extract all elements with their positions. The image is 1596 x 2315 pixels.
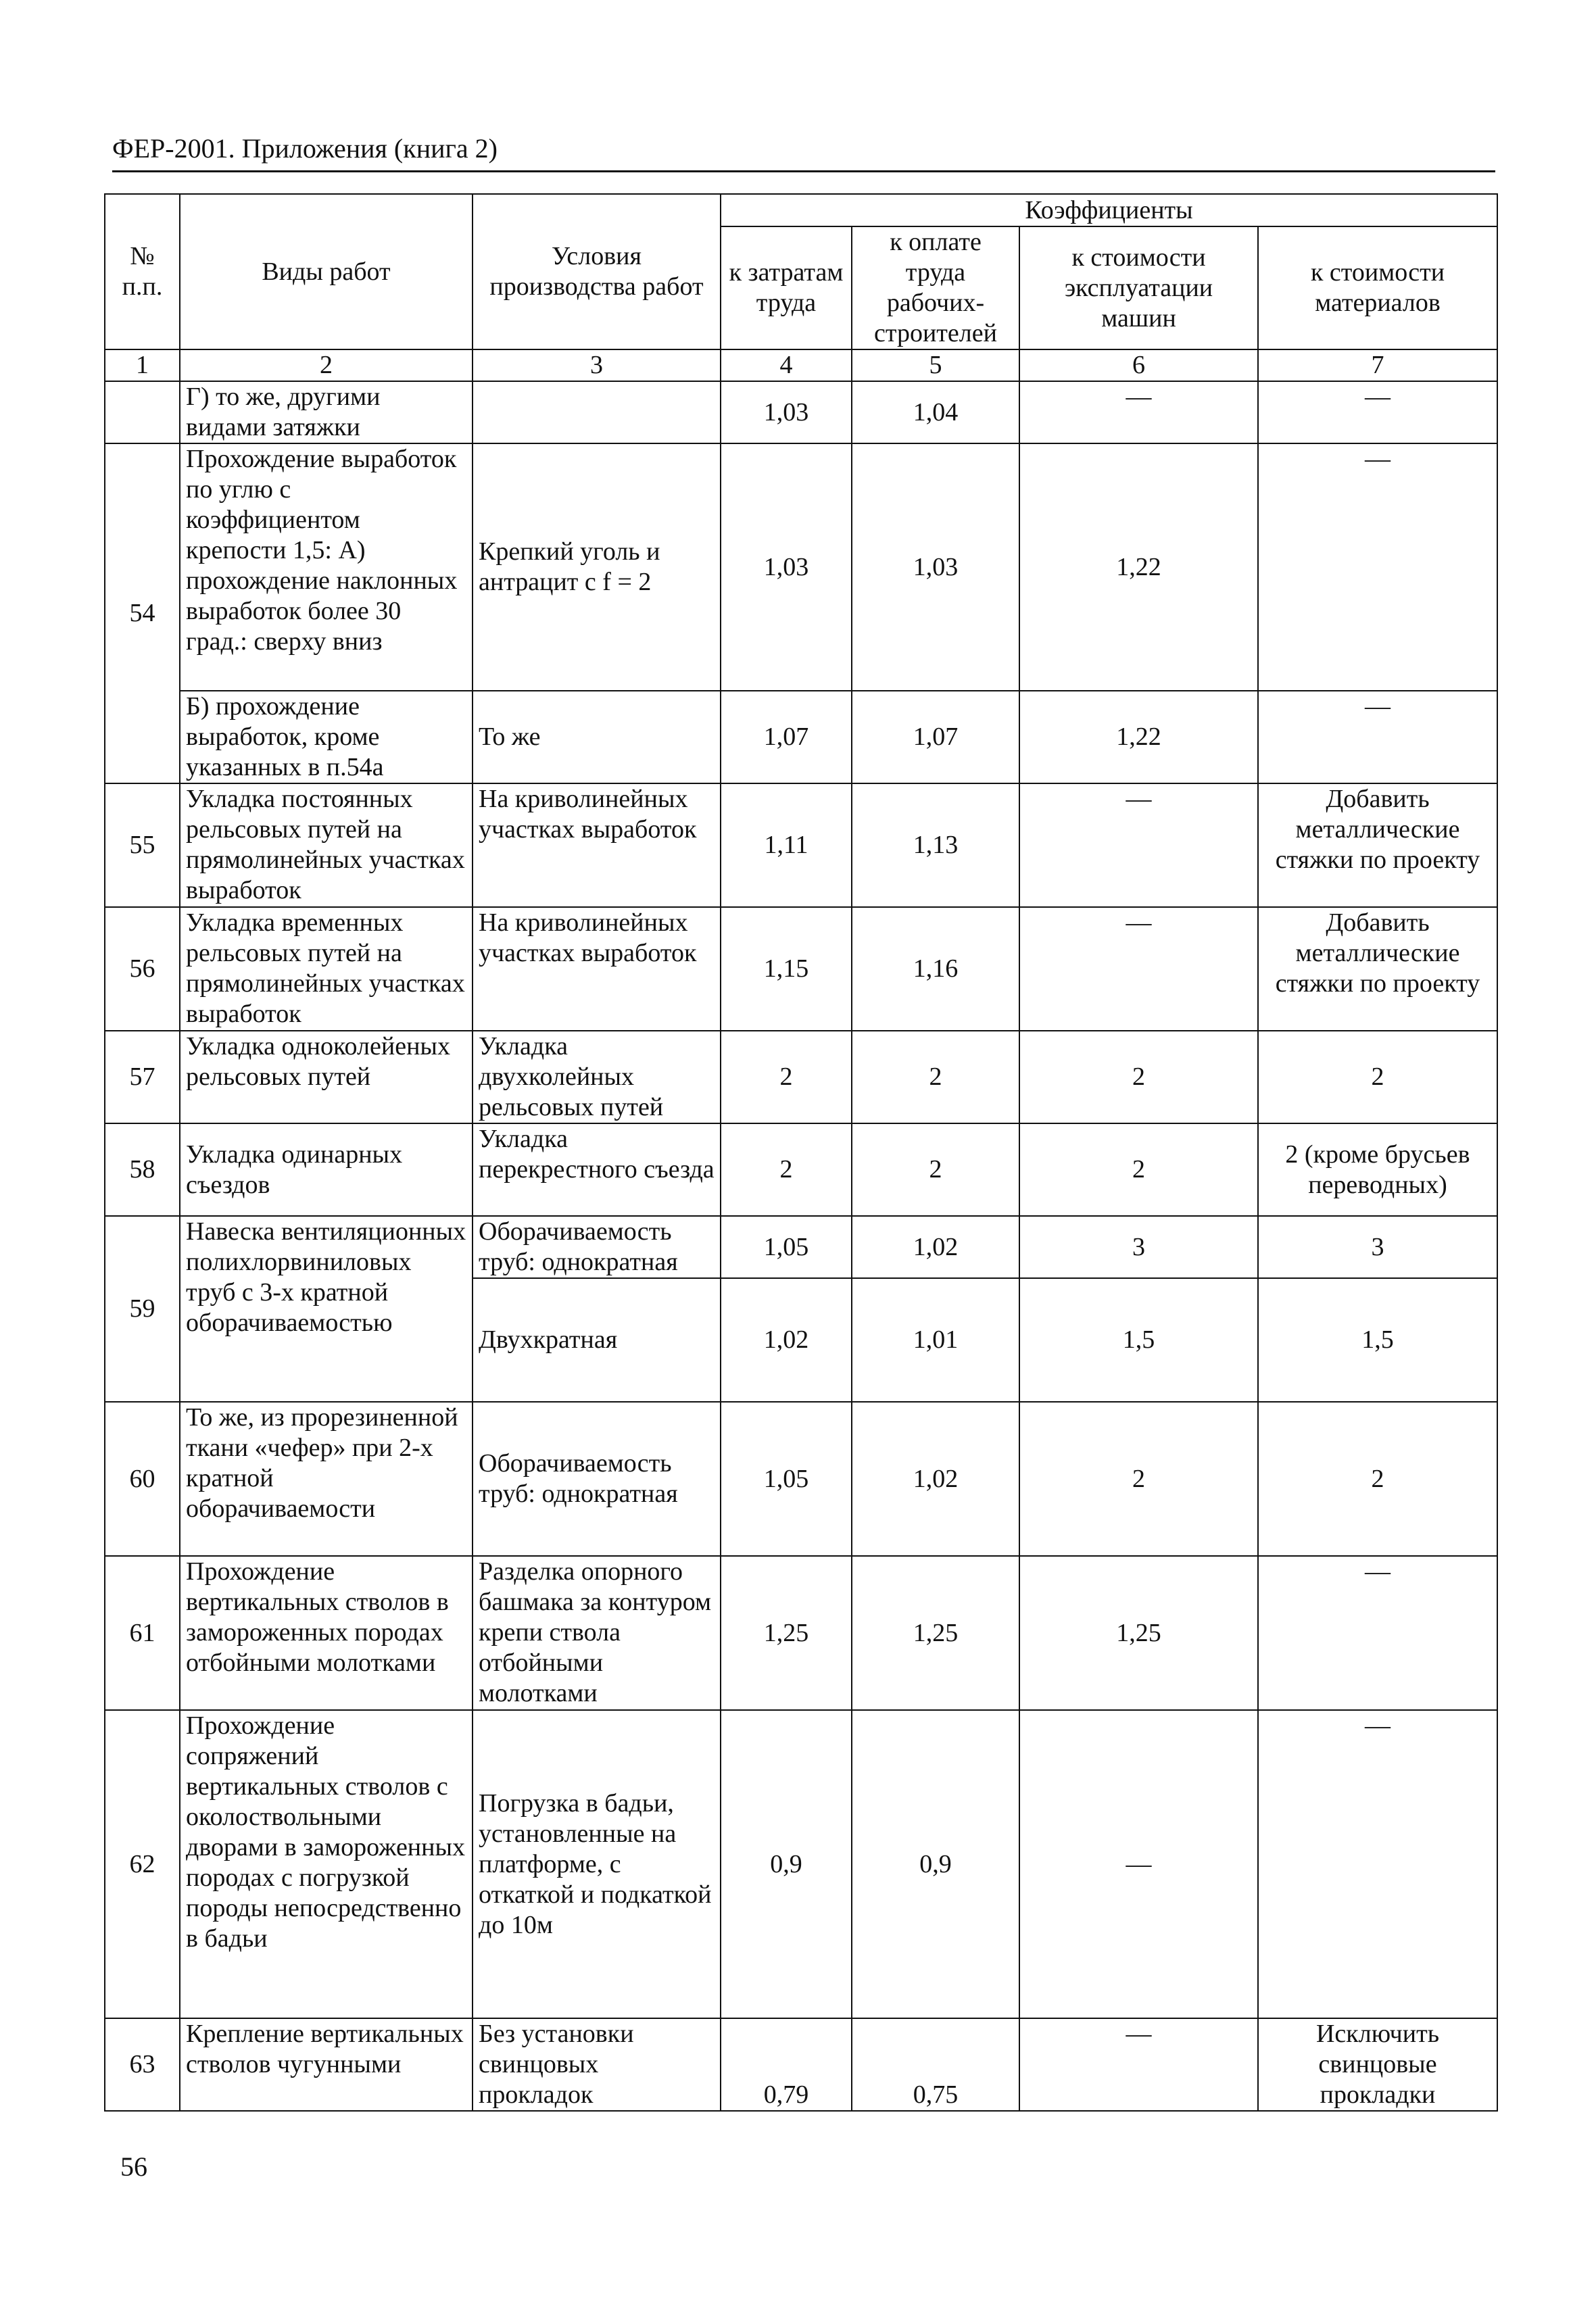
work-type: Навеска вентиляционных полихлорвиниловых труб с 3-х кратной оборачиваемостью [180, 1216, 473, 1402]
table-row [105, 1216, 1497, 1278]
header-coefficients: Коэффициенты [721, 194, 1497, 226]
row-number: 55 [105, 783, 180, 907]
coef-labor-pay: 2 [852, 1031, 1019, 1123]
work-type: Укладка постоянных рельсовых путей на прямолинейных участках выработок [180, 783, 473, 907]
col-number: 3 [473, 349, 721, 381]
row-number: 57 [105, 1031, 180, 1123]
coef-material-costs: — [1258, 381, 1497, 443]
coef-machine-costs: 2 [1019, 1031, 1258, 1123]
col-number: 5 [852, 349, 1019, 381]
work-type: Б) прохождение выработок, кроме указанных в п.54а [180, 691, 473, 783]
header-rule [112, 170, 1495, 172]
coef-labor-pay: 1,25 [852, 1556, 1019, 1710]
coefficients-table [104, 193, 1498, 2112]
coef-labor-costs: 0,9 [721, 1710, 852, 2018]
row-number: 56 [105, 907, 180, 1031]
page-number: 56 [120, 2151, 147, 2182]
coef-material-costs: 1,5 [1258, 1278, 1497, 1402]
coef-machine-costs: — [1019, 783, 1258, 907]
coef-material-costs: — [1258, 1556, 1497, 1710]
coef-material-costs: 3 [1258, 1216, 1497, 1278]
row-number: 63 [105, 2018, 180, 2111]
work-conditions: Двухкратная [473, 1278, 721, 1402]
coef-machine-costs: 1,5 [1019, 1278, 1258, 1402]
work-type: Прохождение сопряжений вертикальных стволов с околоствольными дворами в замороженных породах с погрузкой породы непосредственно в бадьи [180, 1710, 473, 2018]
coef-machine-costs: 3 [1019, 1216, 1258, 1278]
coef-labor-pay: 1,02 [852, 1216, 1019, 1278]
coef-labor-pay: 1,07 [852, 691, 1019, 783]
coef-machine-costs: 1,22 [1019, 443, 1258, 691]
coef-material-costs: Добавить металлические стяжки по проекту [1258, 907, 1497, 1031]
work-conditions: На криволинейных участках выработок [473, 783, 721, 907]
coef-labor-pay: 0,9 [852, 1710, 1019, 2018]
coef-material-costs: 2 [1258, 1402, 1497, 1556]
coef-material-costs: — [1258, 1710, 1497, 2018]
coef-labor-costs: 1,15 [721, 907, 852, 1031]
coef-material-costs: — [1258, 691, 1497, 783]
coef-material-costs: Добавить металлические стяжки по проекту [1258, 783, 1497, 907]
coef-labor-costs: 1,05 [721, 1402, 852, 1556]
coef-material-costs: 2 [1258, 1031, 1497, 1123]
work-type: Укладка одинарных съездов [180, 1123, 473, 1216]
work-conditions: Крепкий уголь и антрацит с f = 2 [473, 443, 721, 691]
work-type: Прохождение вертикальных стволов в замороженных породах отбойными молотками [180, 1556, 473, 1710]
table-row [105, 381, 1497, 443]
coef-labor-costs: 1,02 [721, 1278, 852, 1402]
table-row [105, 691, 1497, 783]
header-material-costs: к стоимости материалов [1258, 226, 1497, 349]
work-type: Крепление вертикальных стволов чугунными [180, 2018, 473, 2111]
table-row [105, 1402, 1497, 1556]
col-number: 6 [1019, 349, 1258, 381]
coef-labor-costs: 2 [721, 1031, 852, 1123]
coef-labor-costs: 0,79 [721, 2018, 852, 2111]
coef-material-costs: 2 (кроме брусьев переводных) [1258, 1123, 1497, 1216]
row-number: 59 [105, 1216, 180, 1402]
table-row [105, 1031, 1497, 1123]
work-type: То же, из прорезиненной ткани «чефер» при 2-х кратной оборачиваемости [180, 1402, 473, 1556]
table-row [105, 443, 1497, 691]
coef-material-costs: Исключить свинцовые прокладки [1258, 2018, 1497, 2111]
coef-labor-pay: 1,02 [852, 1402, 1019, 1556]
table-row [105, 1123, 1497, 1216]
row-number: 61 [105, 1556, 180, 1710]
coef-labor-costs: 1,05 [721, 1216, 852, 1278]
work-conditions: Без установки свинцовых прокладок [473, 2018, 721, 2111]
coef-machine-costs: — [1019, 1710, 1258, 2018]
work-type: Г) то же, другими видами затяжки [180, 381, 473, 443]
row-number: 54 [105, 443, 180, 783]
table-row [105, 783, 1497, 907]
row-number [105, 381, 180, 443]
work-type: Прохождение выработок по углю с коэффициентом крепости 1,5: А) прохождение наклонных выработок более 30 град.: сверху вниз [180, 443, 473, 691]
coef-labor-pay: 1,13 [852, 783, 1019, 907]
coef-labor-costs: 1,11 [721, 783, 852, 907]
coef-machine-costs: 2 [1019, 1402, 1258, 1556]
work-type: Укладка временных рельсовых путей на прямолинейных участках выработок [180, 907, 473, 1031]
work-conditions: На криволинейных участках выработок [473, 907, 721, 1031]
col-number: 4 [721, 349, 852, 381]
col-number: 7 [1258, 349, 1497, 381]
coef-material-costs: — [1258, 443, 1497, 691]
header-labor-costs: к затратам труда [721, 226, 852, 349]
row-number: 62 [105, 1710, 180, 2018]
header-work-types: Виды работ [180, 194, 473, 349]
coef-labor-costs: 1,03 [721, 443, 852, 691]
table-row [105, 1710, 1497, 2018]
coef-machine-costs: — [1019, 2018, 1258, 2111]
coef-labor-costs: 1,25 [721, 1556, 852, 1710]
coef-labor-pay: 1,16 [852, 907, 1019, 1031]
row-number: 58 [105, 1123, 180, 1216]
table-row [105, 2018, 1497, 2111]
coef-labor-costs: 1,07 [721, 691, 852, 783]
coef-machine-costs: — [1019, 907, 1258, 1031]
header-machine-costs: к стоимости эксплуатации машин [1019, 226, 1258, 349]
coef-labor-pay: 1,04 [852, 381, 1019, 443]
work-conditions [473, 381, 721, 443]
coef-machine-costs: 1,22 [1019, 691, 1258, 783]
table-row [105, 907, 1497, 1031]
coef-labor-costs: 1,03 [721, 381, 852, 443]
work-conditions: Оборачиваемость труб: однократная [473, 1402, 721, 1556]
coef-labor-pay: 1,03 [852, 443, 1019, 691]
coef-machine-costs: 2 [1019, 1123, 1258, 1216]
table-row [105, 1556, 1497, 1710]
work-conditions: Оборачиваемость труб: однократная [473, 1216, 721, 1278]
work-type: Укладка одноколейеных рельсовых путей [180, 1031, 473, 1123]
coef-machine-costs: — [1019, 381, 1258, 443]
coef-labor-pay: 1,01 [852, 1278, 1019, 1402]
col-number: 1 [105, 349, 180, 381]
col-number: 2 [180, 349, 473, 381]
coef-labor-pay: 2 [852, 1123, 1019, 1216]
work-conditions: Укладка двухколейных рельсовых путей [473, 1031, 721, 1123]
header-conditions: Условия производства работ [473, 194, 721, 349]
page-header: ФЕР-2001. Приложения (книга 2) [112, 133, 498, 164]
row-number: 60 [105, 1402, 180, 1556]
work-conditions: То же [473, 691, 721, 783]
work-conditions: Погрузка в бадьи, установленные на платформе, с откаткой и подкаткой до 10м [473, 1710, 721, 2018]
header-labor-pay: к оплате труда рабочих-строителей [852, 226, 1019, 349]
coef-machine-costs: 1,25 [1019, 1556, 1258, 1710]
work-conditions: Укладка перекрестного съезда [473, 1123, 721, 1216]
work-conditions: Разделка опорного башмака за контуром крепи ствола отбойными молотками [473, 1556, 721, 1710]
coef-labor-pay: 0,75 [852, 2018, 1019, 2111]
header-num: № п.п. [105, 194, 180, 349]
coef-labor-costs: 2 [721, 1123, 852, 1216]
